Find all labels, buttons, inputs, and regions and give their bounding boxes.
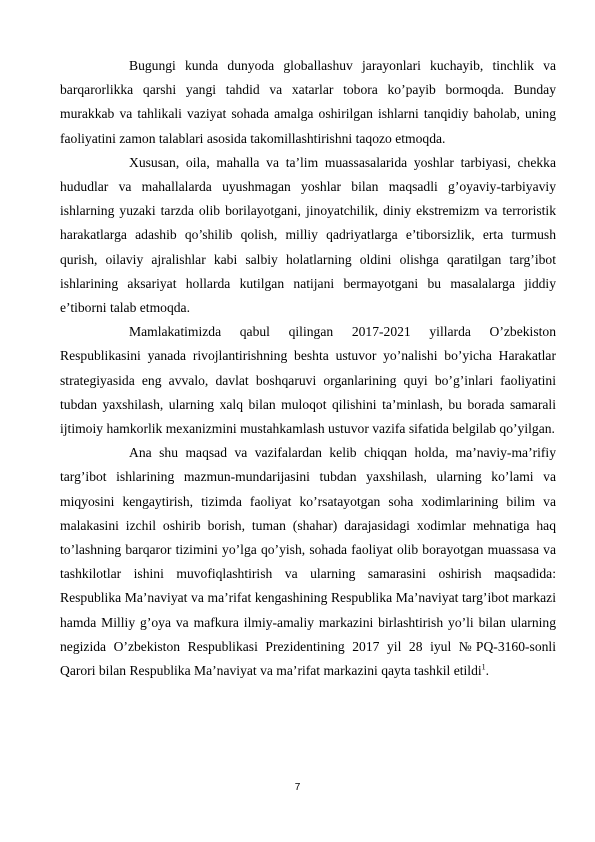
body-text <box>60 54 556 683</box>
paragraph-1: Bugungi kunda dunyoda globallashuv jarayonlari kuchayib, tinchlik va barqarorlikka qarshi yangi tahdid va xatarlar tobora ko’payib bormoqda. Bunday murakkab va tahlikali vaziyat sohada amalga oshirilgan ishlarni tanqidiy baholab, uning faoliyatini zamon talablari asosida takomillashtirishni taqozo etmoqda. <box>60 58 556 146</box>
page-number: 7 <box>294 782 301 793</box>
footnote-marker[interactable]: 1 <box>481 662 486 672</box>
paragraph-4 <box>60 441 556 683</box>
paragraph-4-end: . <box>485 663 490 679</box>
paragraph-3: Mamlakatimizda qabul qilingan 2017-2021 yillarda O’zbekiston Respublikasini yanada rivojlantirishning beshta ustuvor yo’nalishi bo’yicha Harakatlar strategiyasida eng avvalo, davlat boshqaruvi organlarining quyi bo’g’inlari faoliyatini tubdan yaxshilash, ularning xalq bilan muloqot qilishini ta’minlash, bu borada samarali ijtimoiy hamkorlik mexanizmini mustahkamlash ustuvor vazifa sifatida belgilab qo’yilgan. <box>60 324 556 437</box>
paragraph-2: Xususan, oila, mahalla va ta’lim muassasalarida yoshlar tarbiyasi, chekka hududlar va mahallalarda uyushmagan yoshlar bilan maqsadli g’oyaviy-tarbiyaviy ishlarning yuzaki tarzda olib borilayotgani, jinoyatchilik, diniy ekstremizm va terroristik harakatlarga adashib qo’shilib qolish, milliy qadriyatlarga e’tiborsizlik, erta turmush qurish, oilaviy ajralishlar kabi salbiy holatlarning oldini olishga qaratilgan targ’ibot ishlarining aksariyat hollarda kutilgan natijani bermayotgani bu masalalarga jiddiy e’tiborni talab etmoqda. <box>60 154 556 316</box>
paragraph-4-text: Ana shu maqsad va vazifalardan kelib chiqqan holda, ma’naviy-ma’rifiy targ’ibot ishlarining mazmun-mundarijasini tubdan yaxshilash, ularning ko’lami va miqyosini kengaytirish, tizimda faoliyat ko’rsatayotgan soha xodimlarining bilim va malakasini izchil oshirib borish, tuman (shahar) darajasidagi xodimlar mehnatiga haq to’lashning barqaror tizimini yo’lga qo’yish, sohada faoliyat olib borayotgan muassasa va tashkilotlar ishini muvofiqlashtirish va ularning samarasini oshirish maqsadida: Respublika Ma’naviyat va ma’rifat kengashining Respublika Ma’naviyat targ’ibot markazi hamda Milliy g’oya va mafkura ilmiy-amaliy markazini birlashtirish yo’li bilan ularning negizida O’zbekiston Respublikasi Prezidentining 2017 yil 28 iyul №PQ-3160-sonli Qarori bilan Respublika Ma’naviyat va ma’rifat markazini qayta tashkil etildi <box>60 445 556 679</box>
